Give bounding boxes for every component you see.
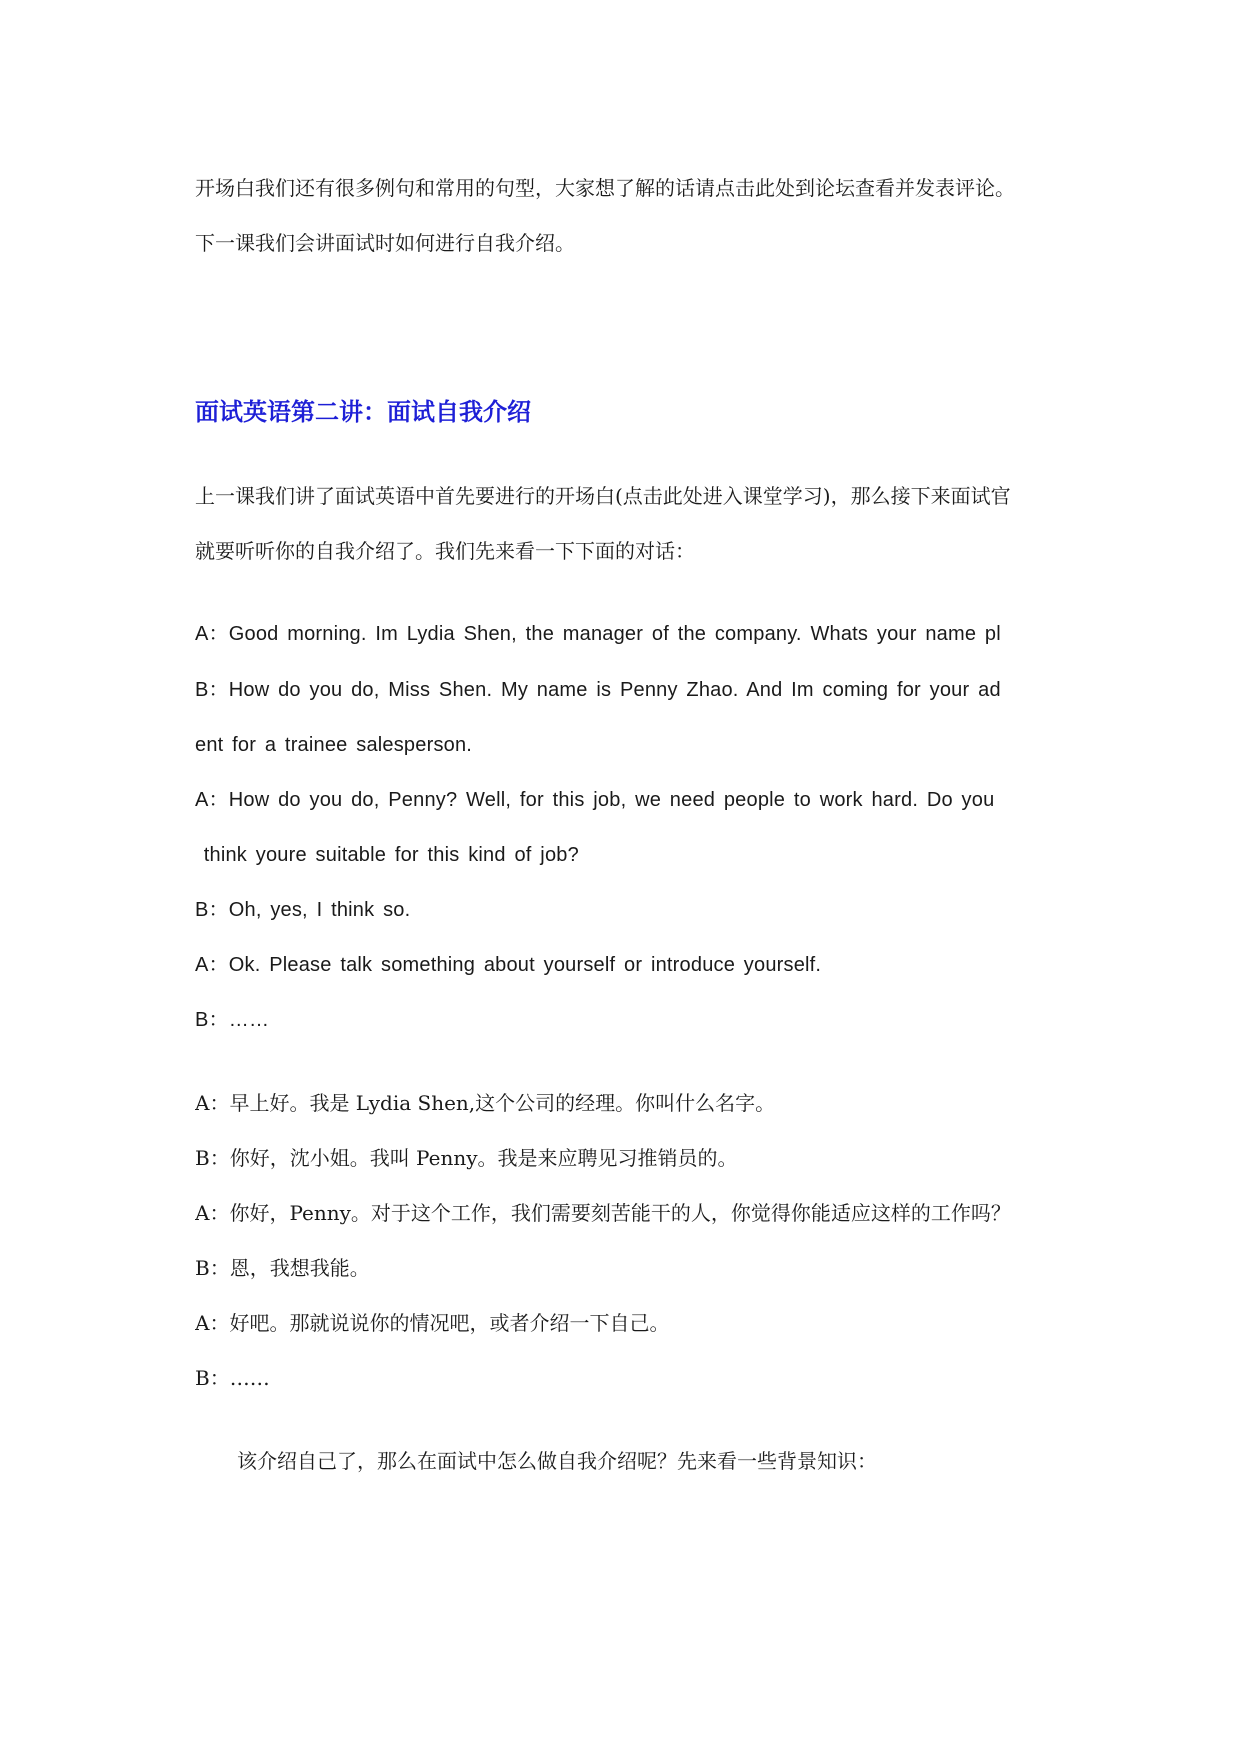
- intro-line-1: 开场白我们还有很多例句和常用的句型，大家想了解的话请点击此处到论坛查看并发表评论。: [195, 176, 1015, 200]
- dialogue-zh-line-2: B：你好，沈小姐。我叫 Penny。我是来应聘见习推销员的。: [195, 1146, 738, 1170]
- dialogue-en-line-8: B：……: [195, 1009, 270, 1031]
- lead-line-2: 就要听听你的自我介绍了。我们先来看一下下面的对话：: [195, 539, 695, 563]
- dialogue-en-line-7: A：Ok. Please talk something about yourself or introduce yourself.: [195, 954, 822, 976]
- dialogue-en-line-6: B：Oh, yes, I think so.: [195, 899, 411, 921]
- lead-line-1: 上一课我们讲了面试英语中首先要进行的开场白(点击此处进入课堂学习)，那么接下来面试官: [195, 484, 1011, 508]
- dialogue-en-line-2: B：How do you do, Miss Shen. My name is Penny Zhao. And Im coming for your ad: [195, 679, 1001, 701]
- section-heading: 面试英语第二讲：面试自我介绍: [195, 397, 531, 426]
- dialogue-zh-line-4: B：恩，我想我能。: [195, 1256, 370, 1280]
- dialogue-zh-line-1: A：早上好。我是 Lydia Shen,这个公司的经理。你叫什么名字。: [195, 1091, 776, 1115]
- dialogue-en-line-1: A：Good morning. Im Lydia Shen, the manager of the company. Whats your name pl: [195, 623, 1001, 645]
- dialogue-en-line-5: think youre suitable for this kind of job?: [195, 844, 579, 866]
- dialogue-zh-line-5: A：好吧。那就说说你的情况吧，或者介绍一下自己。: [195, 1311, 670, 1335]
- dialogue-zh-line-6: B：……: [195, 1366, 270, 1390]
- dialogue-zh-line-3: A：你好，Penny。对于这个工作，我们需要刻苦能干的人，你觉得你能适应这样的工作吗？: [195, 1201, 1011, 1225]
- dialogue-en-line-3: ent for a trainee salesperson.: [195, 734, 473, 756]
- dialogue-en-line-4: A：How do you do, Penny? Well, for this job, we need people to work hard. Do you: [195, 789, 995, 811]
- intro-line-2: 下一课我们会讲面试时如何进行自我介绍。: [195, 231, 575, 255]
- closing-line: 该介绍自己了，那么在面试中怎么做自我介绍呢？先来看一些背景知识：: [237, 1449, 877, 1473]
